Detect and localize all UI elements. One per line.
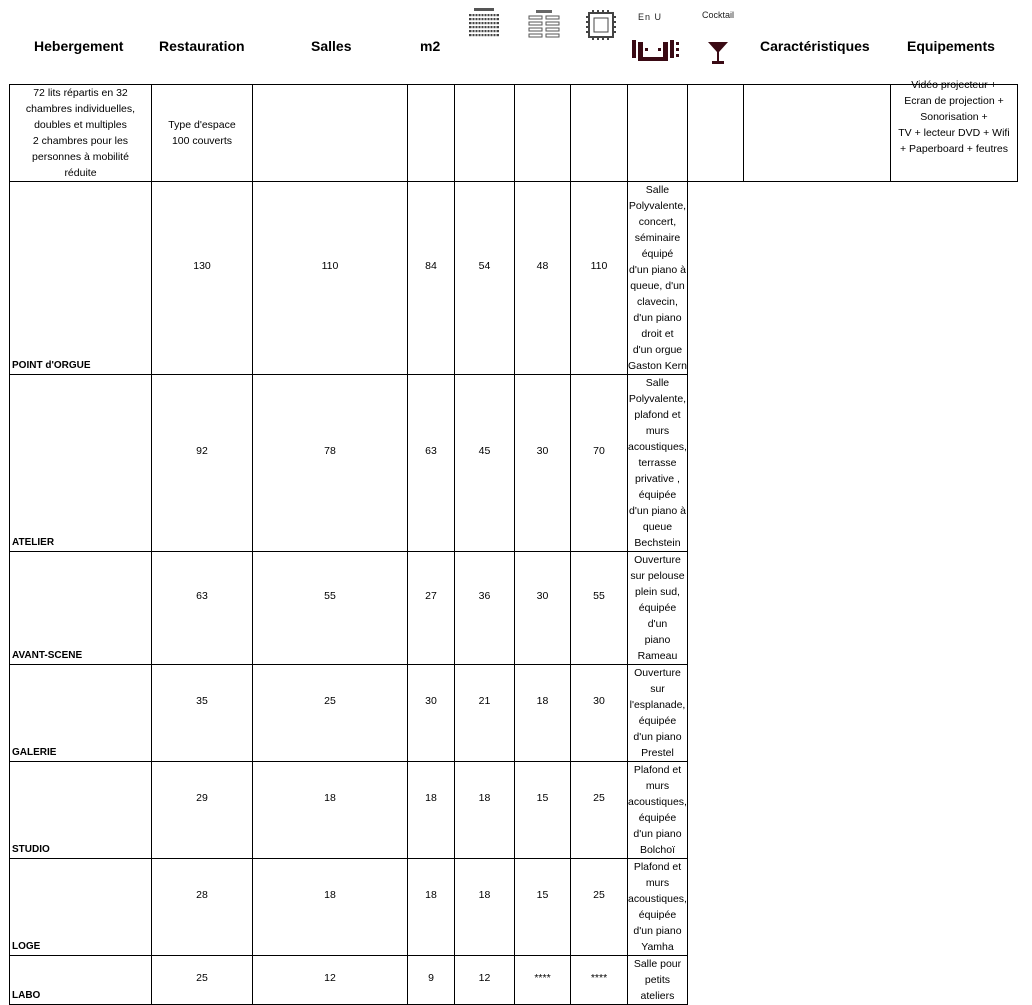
capacity-value: 15 xyxy=(536,889,549,901)
equipements-text-line: Sonorisation + xyxy=(920,111,988,123)
cocktail-label: Cocktail xyxy=(702,10,735,20)
equipements-text-line: + Paperboard + feutres xyxy=(899,143,1008,155)
en-u-label: En U xyxy=(638,12,663,22)
equipements-text-line: TV + lecteur DVD + Wifi xyxy=(898,127,1010,139)
hebergement-text-line: réduite xyxy=(64,167,97,179)
capacity-value: 30 xyxy=(425,695,437,707)
capacity-value: 18 xyxy=(324,889,336,901)
description-line: acoustiques, xyxy=(628,893,687,905)
capacity-value: 35 xyxy=(196,695,208,707)
capacity-value: 12 xyxy=(324,972,336,984)
hebergement-text-line: personnes à mobilité xyxy=(32,151,129,163)
capacity-value: 92 xyxy=(196,445,208,457)
table-row xyxy=(10,665,1018,762)
capacity-value: 18 xyxy=(478,889,491,901)
description-line: d'un piano à queue xyxy=(629,505,686,533)
description-line: équipée xyxy=(638,715,677,727)
description-line: murs acoustiques, xyxy=(628,425,687,453)
description-line: d'un orgue Gaston Kern xyxy=(628,344,687,372)
description-line: équipée d'un piano Bolchoï xyxy=(633,812,682,856)
capacity-value: 25 xyxy=(593,889,605,901)
description-line: acoustiques, xyxy=(628,796,687,808)
room-description xyxy=(628,182,688,375)
description-line: Salle Polyvalente, plafond et xyxy=(628,377,687,421)
description-line: clavecin, d'un piano droit et xyxy=(633,296,682,340)
capacity-value: 27 xyxy=(425,590,437,602)
description-line: d'un piano Prestel xyxy=(633,731,682,759)
capacity-value: 110 xyxy=(590,260,608,272)
u-shape-layout-icon xyxy=(632,40,680,62)
room-description xyxy=(628,665,688,762)
capacity-value: **** xyxy=(590,972,608,984)
description-line: Ouverture sur l'esplanade, xyxy=(629,667,686,711)
description-line: Ouverture sur pelouse xyxy=(630,554,685,582)
capacity-value: 63 xyxy=(425,445,437,457)
description-line: Bechstein xyxy=(634,537,681,549)
room-description xyxy=(628,375,688,552)
table-header xyxy=(0,0,1032,84)
capacity-value: 30 xyxy=(536,445,549,457)
header-restauration: Restauration xyxy=(159,38,245,54)
capacity-value: 21 xyxy=(478,695,491,707)
restauration-text-line: Type d'espace xyxy=(168,119,236,131)
capacity-value: 9 xyxy=(428,972,434,984)
capacity-value: 18 xyxy=(425,792,437,804)
room-description xyxy=(628,956,688,1005)
header-equipements: Equipements xyxy=(907,38,995,54)
room-name: POINT d'ORGUE xyxy=(10,182,152,375)
description-line: Plafond et murs xyxy=(633,861,682,889)
capacity-value: 30 xyxy=(593,695,605,707)
capacity-value: 25 xyxy=(196,972,208,984)
capacity-value: 36 xyxy=(478,590,491,602)
restauration-text-line: 100 couverts xyxy=(171,135,233,147)
room-name: STUDIO xyxy=(10,762,152,859)
capacity-value: 25 xyxy=(324,695,336,707)
capacity-value: 18 xyxy=(324,792,336,804)
capacity-value: 28 xyxy=(196,889,208,901)
capacity-value: 55 xyxy=(593,590,605,602)
capacity-value: 110 xyxy=(321,260,339,272)
description-line: d'un piano à queue, d'un xyxy=(629,264,686,292)
description-line: Salle pour petits ateliers xyxy=(633,958,682,1002)
header-salles: Salles xyxy=(311,38,352,54)
capacity-value: 12 xyxy=(478,972,491,984)
table-row xyxy=(10,552,1018,665)
hebergement-cell xyxy=(10,85,152,182)
room-name: GALERIE xyxy=(10,665,152,762)
description-line: concert, séminaire équipé xyxy=(634,216,681,260)
capacity-value: 84 xyxy=(425,260,437,272)
theatre-layout-icon xyxy=(468,8,500,38)
cocktail-glass-icon xyxy=(706,40,730,66)
capacity-value: 48 xyxy=(536,260,549,272)
restauration-cell xyxy=(152,85,253,182)
table-row xyxy=(10,859,1018,956)
capacity-value: 130 xyxy=(193,260,211,272)
description-line: plein sud, équipée d'un xyxy=(635,586,680,630)
room-description xyxy=(628,552,688,665)
boardroom-layout-icon xyxy=(586,10,616,40)
table-row xyxy=(10,956,1018,1005)
description-line: terrasse privative , équipée xyxy=(635,457,680,501)
table-row-empty xyxy=(10,85,1018,182)
capacity-value: 18 xyxy=(536,695,549,707)
capacity-value: **** xyxy=(534,972,551,984)
description-line: Salle Polyvalente, xyxy=(628,184,687,212)
capacity-value: 70 xyxy=(593,445,605,457)
description-line: Plafond et murs xyxy=(633,764,682,792)
capacity-value: 29 xyxy=(196,792,208,804)
capacity-value: 63 xyxy=(196,590,208,602)
room-description xyxy=(628,762,688,859)
capacity-value: 15 xyxy=(536,792,549,804)
capacity-value: 18 xyxy=(425,889,437,901)
description-line: piano Rameau xyxy=(637,634,678,662)
classroom-layout-icon xyxy=(528,10,560,38)
room-description xyxy=(628,859,688,956)
hebergement-text-line: chambres individuelles, xyxy=(25,103,136,115)
header-m2: m2 xyxy=(420,38,441,54)
capacity-value: 18 xyxy=(478,792,491,804)
hebergement-text-line: doubles et multiples xyxy=(34,119,127,131)
capacity-value: 25 xyxy=(593,792,605,804)
rooms-table xyxy=(9,79,1018,1005)
capacity-value: 78 xyxy=(324,445,336,457)
room-name: AVANT-SCENE xyxy=(10,552,152,665)
table-row xyxy=(10,182,1018,375)
table-row xyxy=(10,762,1018,859)
header-caracteristiques: Caractéristiques xyxy=(760,38,870,54)
equipements-cell xyxy=(890,79,1017,182)
room-name: LABO xyxy=(10,956,152,1005)
hebergement-text-line: 2 chambres pour les xyxy=(32,135,129,147)
equipements-text-line: Vidéo projecteur + xyxy=(911,79,997,91)
table-row xyxy=(10,375,1018,552)
hebergement-text-line: 72 lits répartis en 32 xyxy=(33,87,128,99)
header-hebergement: Hebergement xyxy=(34,38,124,54)
capacity-value: 54 xyxy=(478,260,491,272)
capacity-value: 45 xyxy=(478,445,491,457)
capacity-value: 30 xyxy=(536,590,549,602)
equipements-text-line: Ecran de projection + xyxy=(904,95,1004,107)
description-line: équipée d'un piano Yamha xyxy=(633,909,682,953)
room-name: LOGE xyxy=(10,859,152,956)
room-name: ATELIER xyxy=(10,375,152,552)
capacity-value: 55 xyxy=(324,590,336,602)
